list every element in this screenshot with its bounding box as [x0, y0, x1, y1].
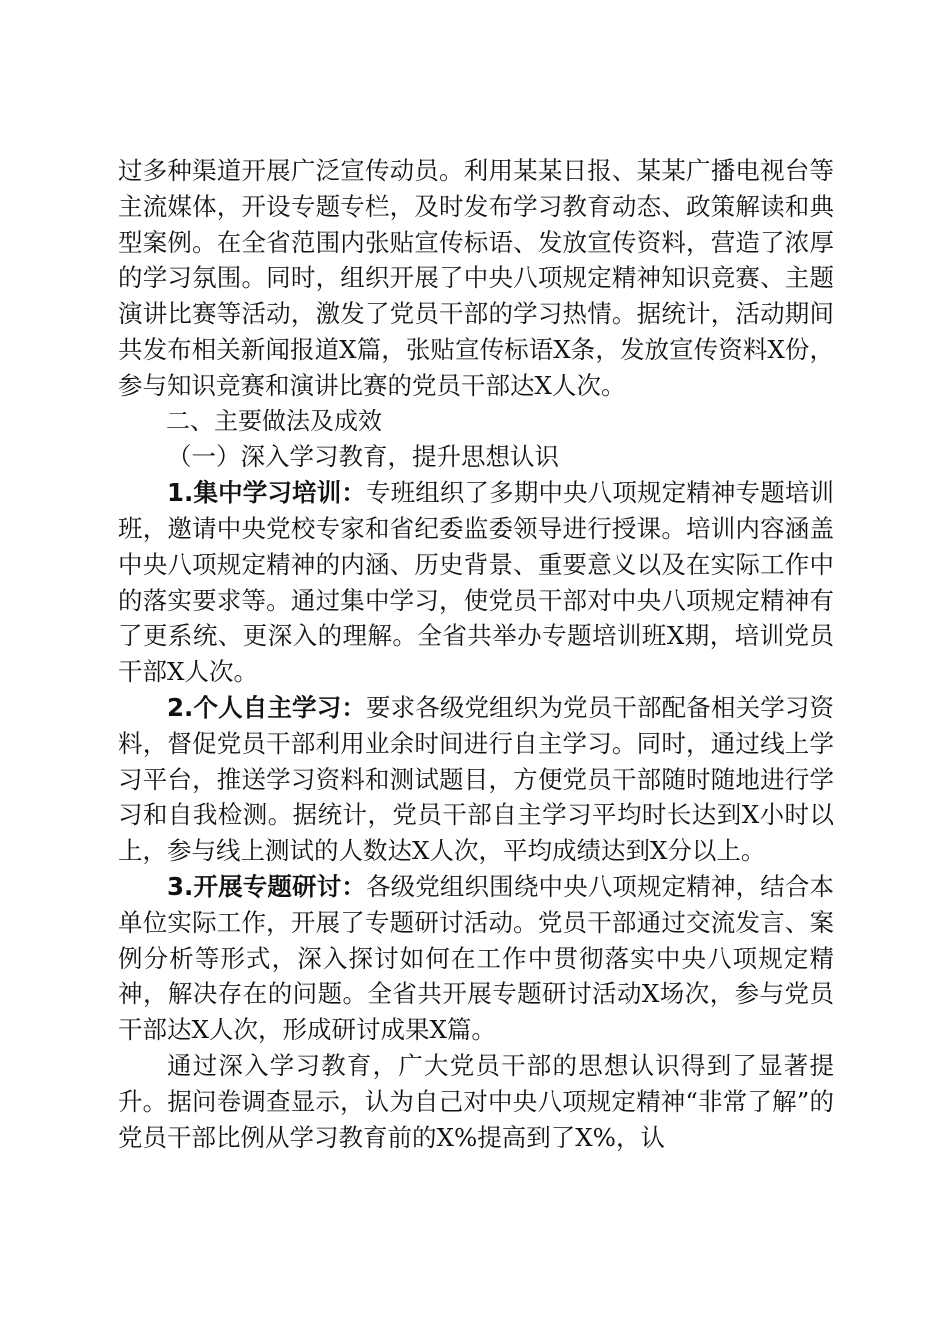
item-title-3: 3.开展专题研讨：	[167, 871, 366, 901]
item-body-2: 要求各级党组织为党员干部配备相关学习资料，督促党员干部利用业余时间进行自主学习。同时，通过线上学习平台，推送学习资料和测试题目，方便党员干部随时随地进行学习和自我检测。据统计，党员干部自主学习平均时长达到X小时以上，参与线上测试的人数达X人次，平均成绩达到X分以上。	[118, 692, 835, 866]
item-body-3: 各级党组织围绕中央八项规定精神，结合本单位实际工作，开展了专题研讨活动。党员干部通过交流发言、案例分析等形式，深入探讨如何在工作中贯彻落实中央八项规定精神，解决存在的问题。全省共开展专题研讨活动X场次，参与党员干部达X人次，形成研讨成果X篇。	[118, 871, 835, 1045]
section-heading: 二、主要做法及成效	[166, 406, 382, 435]
closing-paragraph: 通过深入学习教育，广大党员干部的思想认识得到了显著提升。据问卷调查显示，认为自己对中央八项规定精神“非常了解”的党员干部比例从学习教育前的X%提高到了X%，认	[118, 1050, 834, 1152]
item-paragraph-2	[118, 690, 834, 869]
document-body	[118, 153, 834, 1155]
opening-paragraph: 过多种渠道开展广泛宣传动员。利用某某日报、某某广播电视台等主流媒体，开设专题专栏，及时发布学习教育动态、政策解读和典型案例。在全省范围内张贴宣传标语、发放宣传资料，营造了浓厚的学习氛围。同时，组织开展了中央八项规定精神知识竞赛、主题演讲比赛等活动，激发了党员干部的学习热情。据统计，活动期间共发布相关新闻报道X篇，张贴宣传标语X条，发放宣传资料X份，参与知识竞赛和演讲比赛的党员干部达X人次。	[118, 156, 834, 400]
item-paragraph-3	[118, 869, 834, 1048]
item-paragraph-1	[118, 475, 834, 690]
item-title-2: 2.个人自主学习：	[167, 692, 366, 722]
item-title-1: 1.集中学习培训：	[167, 478, 366, 508]
item-body-1: 专班组织了多期中央八项规定精神专题培训班，邀请中央党校专家和省纪委监委领导进行授课。培训内容涵盖中央八项规定精神的内涵、历史背景、重要意义以及在实际工作中的落实要求等。通过集中学习，使党员干部对中央八项规定精神有了更系统、更深入的理解。全省共举办专题培训班X期，培训党员干部X人次。	[118, 478, 835, 687]
subsection-heading: （一）深入学习教育，提升思想认识	[167, 442, 559, 472]
